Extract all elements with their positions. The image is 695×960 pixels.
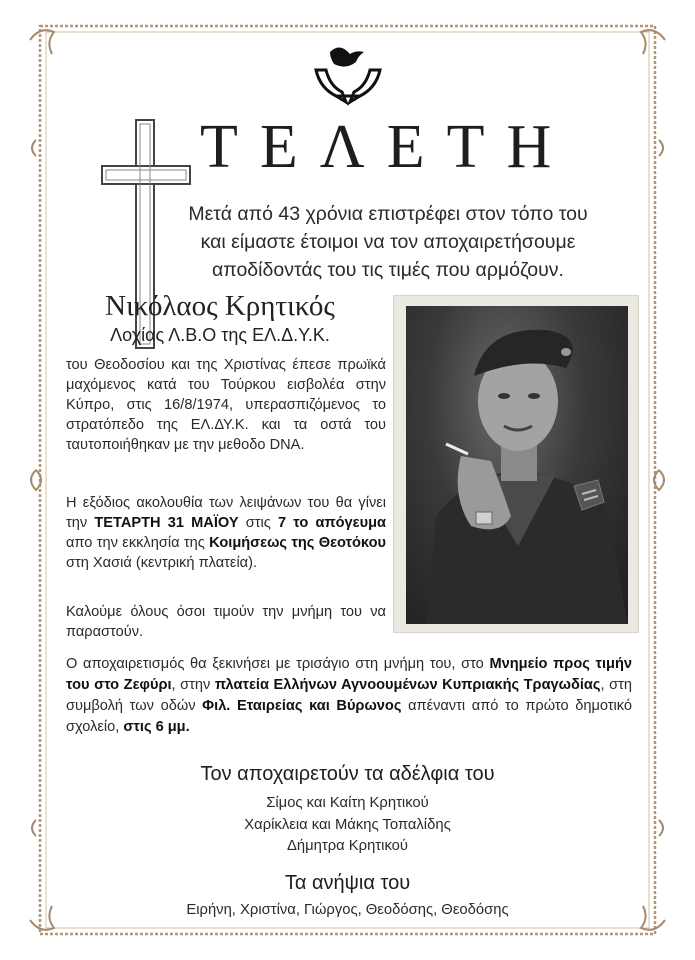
text: στη Χασιά (κεντρική πλατεία). <box>66 555 258 571</box>
memorial-location: Μνημείο προς τιμήν του στο Ζεφύρι <box>66 656 632 693</box>
intro-line: Μετά από 43 χρόνια επιστρέφει στον τόπο του <box>188 203 588 225</box>
funeral-day: ΤΕΤΑΡΤΗ 31 ΜΑΪΟΥ <box>94 515 239 531</box>
nieces-list: Ειρήνη, Χριστίνα, Γιώργος, Θεοδόσης, Θεοδόσης <box>186 902 509 918</box>
deceased-rank: Λοχίας Λ.Β.Ο της ΕΛ.Δ.Υ.Κ. <box>110 325 330 345</box>
text: απέναντι από το πρώτο δημοτικό σχολείο, <box>66 698 633 735</box>
church-name: Κοιμήσεως της Θεοτόκου <box>209 535 386 551</box>
text: Ο αποχαιρετισμός θα ξεκινήσει με τρισάγιο στη μνήμη του, στο <box>66 656 490 672</box>
text: , στην <box>171 677 215 693</box>
list-item: Σίμος και Καίτη Κρητικού <box>266 795 429 811</box>
intro-line: αποδίδοντάς του τις τιμές που αρμόζουν. <box>212 259 564 281</box>
text: Η εξόδιος ακολουθία των λειψάνων του θα γίνει την <box>66 495 386 531</box>
funeral-details-paragraph <box>66 493 386 573</box>
list-item: Δήμητρα Κρητικού <box>287 838 408 854</box>
soldier-photo <box>406 306 628 624</box>
memorial-time: στις 6 μμ. <box>123 719 190 735</box>
text: , στη συμβολή των οδών <box>66 677 632 714</box>
intro-text <box>168 200 608 284</box>
street-names: Φιλ. Εταιρείας και Βύρωνος <box>202 698 402 714</box>
invitation-paragraph: Καλούμε όλους όσοι τιμούν την μνήμη του να παραστούν. <box>66 604 386 640</box>
portrait-photo <box>394 296 638 632</box>
square-name: πλατεία Ελλήνων Αγνοουμένων Κυπριακής Τραγωδίας <box>214 677 601 693</box>
siblings-heading: Τον αποχαιρετούν τα αδέλφια του <box>200 763 495 785</box>
page-title: ΤΕΛΕΤΗ <box>200 113 574 181</box>
nieces-heading: Τα ανήψια του <box>284 872 411 894</box>
funeral-time: 7 το απόγευμα <box>278 515 386 531</box>
siblings-list <box>0 793 695 858</box>
text: απο την εκκλησία της <box>66 535 210 551</box>
intro-line: και είμαστε έτοιμοι να τον αποχαιρετήσουμε <box>200 231 576 253</box>
text: στις <box>238 515 278 531</box>
list-item: Χαρίκλεια και Μάκης Τοπαλίδης <box>244 816 451 833</box>
dove-hands-icon <box>310 40 386 111</box>
deceased-name: Νικόλαος Κρητικός <box>105 290 335 322</box>
biography-paragraph: του Θεοδοσίου και της Χριστίνας έπεσε πρωϊκά μαχόμενος κατά του Τούρκου εισβολέα στην Κύπρο, στις 16/8/1974, υπερασπιζόμενος το στρατόπεδο της ΕΛ.ΔΥ.Κ. και τα οστά του ταυτοποιήθηκαν με την μεθοδο DNA. <box>66 357 386 453</box>
memorial-paragraph <box>66 654 632 738</box>
